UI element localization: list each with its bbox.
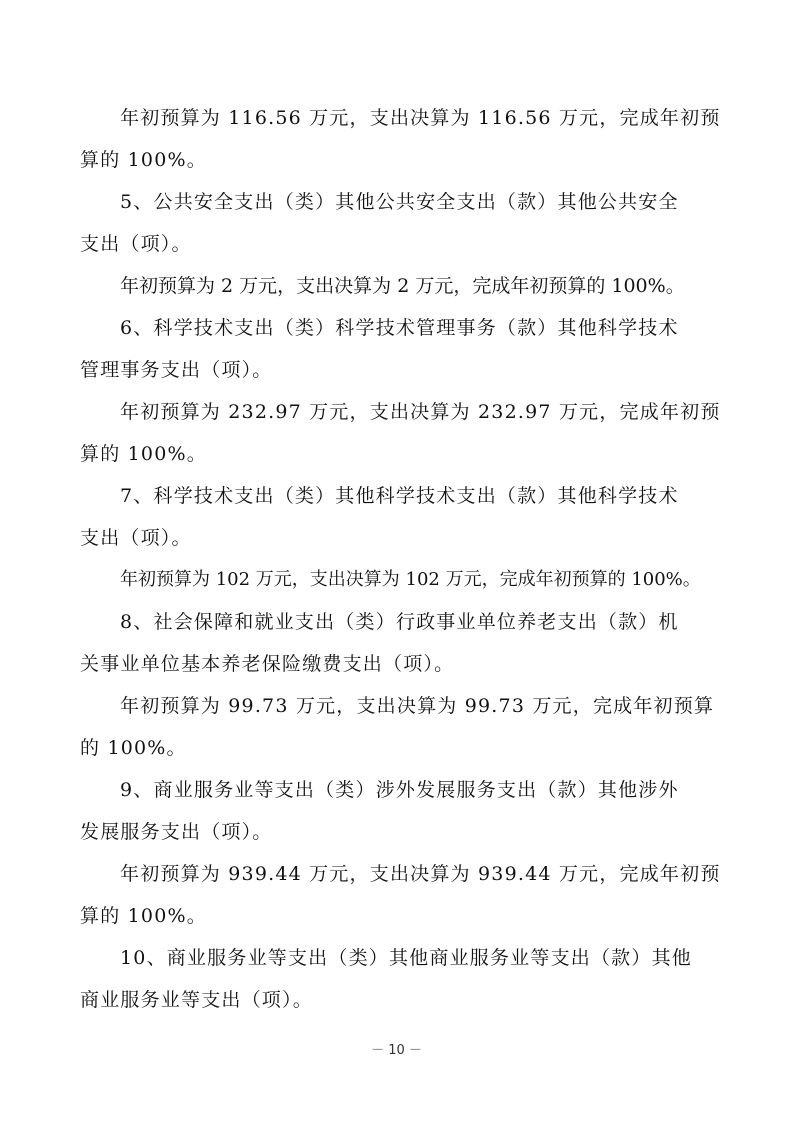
page-number: － 10 － (371, 1043, 422, 1058)
text-line: 10、商业服务业等支出（类）其他商业服务业等支出（款）其他 (120, 947, 692, 969)
text-line: 年初预算为 232.97 万元，支出决算为 232.97 万元，完成年初预 (120, 401, 721, 423)
text-line: 关事业单位基本养老保险缴费支出（项）。 (80, 653, 455, 675)
text-line: 的 100%。 (80, 737, 187, 759)
text-line: 发展服务支出（项）。 (80, 821, 273, 843)
text-line: 算的 100%。 (80, 149, 207, 171)
text-line: 算的 100%。 (80, 443, 207, 465)
text-line: 5、公共安全支出（类）其他公共安全支出（款）其他公共安全 (120, 191, 679, 213)
text-line: 支出（项）。 (80, 527, 192, 549)
text-line: 9、商业服务业等支出（类）涉外发展服务支出（款）其他涉外 (120, 779, 679, 801)
text-line: 8、社会保障和就业支出（类）行政事业单位养老支出（款）机 (120, 611, 679, 633)
text-line: 商业服务业等支出（项）。 (80, 989, 313, 1011)
text-line: 年初预算为 99.73 万元，支出决算为 99.73 万元，完成年初预算 (120, 695, 715, 717)
text-line: 6、科学技术支出（类）科学技术管理事务（款）其他科学技术 (120, 317, 679, 339)
text-line: 年初预算为 102 万元，支出决算为 102 万元，完成年初预算的 100%。 (120, 569, 701, 590)
text-line: 算的 100%。 (80, 905, 207, 927)
text-line: 7、科学技术支出（类）其他科学技术支出（款）其他科学技术 (120, 485, 679, 507)
text-line: 年初预算为 116.56 万元，支出决算为 116.56 万元，完成年初预 (120, 107, 721, 129)
text-line: 年初预算为 2 万元，支出决算为 2 万元，完成年初预算的 100%。 (120, 275, 685, 297)
text-line: 年初预算为 939.44 万元，支出决算为 939.44 万元，完成年初预 (120, 863, 721, 885)
text-line: 管理事务支出（项）。 (80, 359, 273, 381)
text-line: 支出（项）。 (80, 233, 192, 255)
